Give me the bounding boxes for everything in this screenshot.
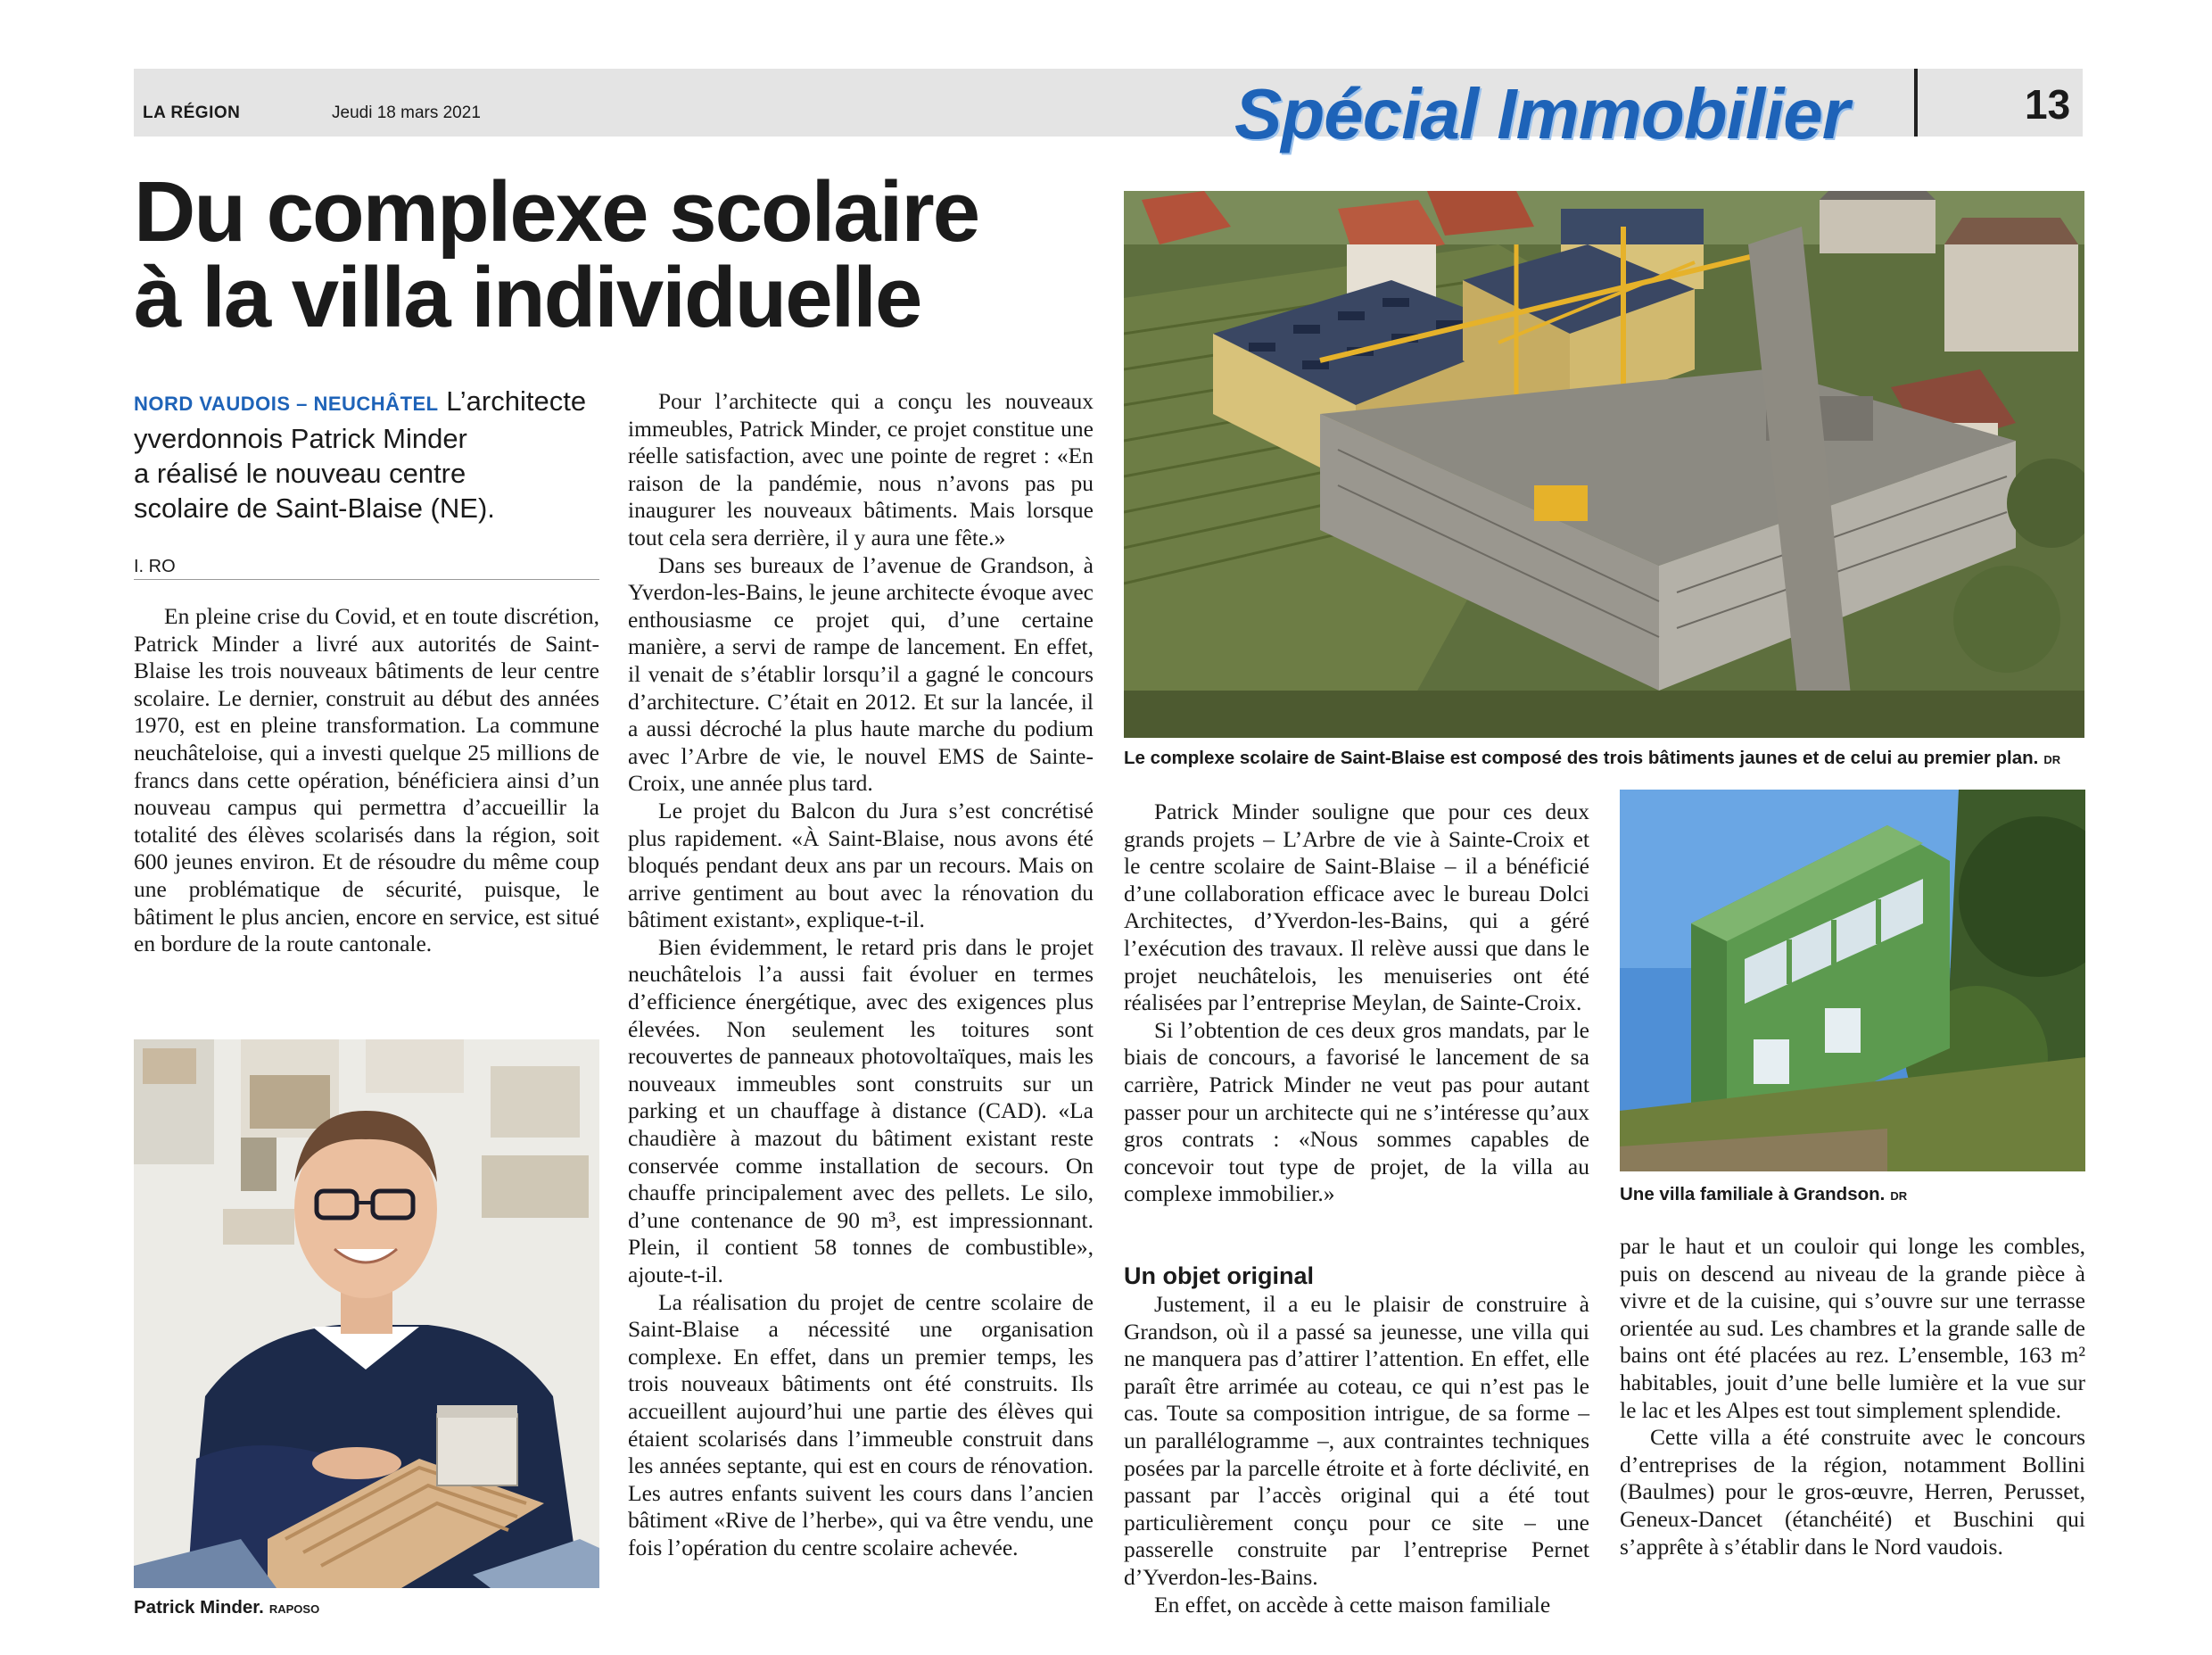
body-column-3-bottom: [1124, 1261, 1589, 1618]
page-number: 13: [2025, 81, 2071, 128]
villa-photo-caption: [1620, 1184, 1907, 1205]
photo-credit: DR: [2043, 753, 2061, 766]
intro-line-1: L’architecte: [446, 385, 587, 417]
paragraph: Dans ses bureaux de l’avenue de Grandson, à Yverdon-les-Bains, le jeune architecte évoque avec enthousiasme ce projet qui, d’une certaine manière, a servi de rampe de lancement. En effet, il venait de s’établir lorsqu’il a gagné le concours d’architecture. C’était en 2012. Et sur la lancée, il a aussi décroché la plus haute marche du podium avec l’Arbre de vie, le nouvel EMS de Sainte-Croix, une année plus tard.: [628, 551, 1094, 797]
headline-line-2: à la villa individuelle: [134, 250, 921, 345]
paragraph: par le haut et un couloir qui longe les combles, puis on descend au niveau de la grande pièce à vivre et de la cuisine, qui s’ouvre sur une terrasse orientée au sud. Les chambres et la grande salle de bains ont été placées au rez. L’ensemble, 163 m² habitables, jouit d’une belle lumière et la vue sur le lac et les Alpes est tout simplement splendide.: [1620, 1233, 2085, 1423]
paragraph: Pour l’architecte qui a conçu les nouveaux immeubles, Patrick Minder, ce projet constitue une réelle satisfaction, avec une pointe de regret : «En raison de la pandémie, nous n’avons pas pu inaugurer les nouveaux bâtiments. Mais lorsque tout cela sera derrière, il y aura une fête.»: [628, 388, 1094, 550]
body-column-3-top: [1124, 799, 1589, 1208]
paragraph: Bien évidemment, le retard pris dans le projet neuchâtelois l’a aussi fait évoluer en termes d’efficience énergétique, avec des exigences plus élevées. Non seulement les toitures sont recouvertes de panneaux photovoltaïques, mais les nouveaux immeubles sont construits sur un parking et un chauffage à distance (CAD). «La chaudière à mazout du bâtiment existant reste conservée comme installation de secours. On chauffe principalement avec des pellets. Le silo, d’une contenance de 90 m³, est impressionnant. Plein, il contient 58 tonnes de combustible», ajoute-t-il.: [628, 933, 1094, 1287]
headline: [134, 164, 1168, 345]
paragraph: La réalisation du projet de centre scolaire de Saint-Blaise a nécessité une organisation complexe. En effet, dans un premier temps, les trois nouveaux bâtiments ont été construits. Ils accueillent aujourd’hui une partie des élèves qui étaient scolarisés dans l’immeuble construit dans les années septante, qui est en cours de rénovation. Les autres enfants suivent les cours dans l’ancien bâtiment «Rive de l’herbe», qui va être vendu, une fois l’opération du centre scolaire achevée.: [628, 1288, 1094, 1560]
caption-text: Une villa familiale à Grandson.: [1620, 1184, 1886, 1204]
villa-photo: [1620, 790, 2085, 1171]
issue-date: Jeudi 18 mars 2021: [332, 103, 481, 122]
intro-line-3: a réalisé le nouveau centre: [134, 458, 466, 489]
byline-rule: [134, 579, 599, 580]
intro-line-2: yverdonnois Patrick Minder: [134, 423, 467, 454]
publication-name: LA RÉGION: [143, 103, 241, 122]
kicker: NORD VAUDOIS – NEUCHÂTEL: [134, 393, 439, 415]
paragraph: Justement, il a eu le plaisir de construire à Grandson, où il a passé sa jeunesse, une villa qui ne manquera pas d’attirer l’attention. En effet, elle paraît être arrimée au coteau, ce qui n’est pas le cas. Toute sa composition intrigue, de sa forme – un parallélogramme –, aux contraintes techniques posées par la parcelle étroite et à forte déclivité, en passant par l’accès original qui a été tout particulièrement conçu pour ce site – une passerelle construite par l’entreprise Pernet d’Yverdon-les-Bains.: [1124, 1291, 1589, 1590]
intro-line-4: scolaire de Saint-Blaise (NE).: [134, 492, 495, 524]
architect-photo: [134, 1039, 599, 1588]
paragraph: Le projet du Balcon du Jura s’est concrétisé plus rapidement. «À Saint-Blaise, nous avons été bloqués pendant deux ans par un recours. Mais on arrive gentiment au bout avec la rénovation du bâtiment existant», explique-t-il.: [628, 797, 1094, 933]
paragraph: Si l’obtention de ces deux gros mandats, par le biais de concours, a favorisé le lancement de sa carrière, Patrick Minder ne veut pas pour autant passer pour un architecte qui ne s’intéresse qu’aux gros contrats : «Nous sommes capables de concevoir tout type de projet, de la villa au complexe immobilier.»: [1124, 1016, 1589, 1207]
body-column-1: [134, 603, 599, 958]
subheading: Un objet original: [1124, 1262, 1314, 1289]
byline: I. RO: [134, 557, 176, 576]
caption-text: Patrick Minder.: [134, 1597, 264, 1618]
paragraph: En pleine crise du Covid, et en toute discrétion, Patrick Minder a livré aux autorités de Saint-Blaise les trois nouveaux bâtiments de leur centre scolaire. Le dernier, construit au début des années 1970, est en pleine transformation. La commune neuchâteloise, qui a investi quelque 25 millions de francs dans cette opération, bénéficiera ainsi d’un nouveau campus qui permettra d’accueillir la totalité des élèves scolarisés dans la région, soit 600 jeunes environ. Et de résoudre du même coup une problématique de sécurité, puisque, le bâtiment le plus ancien, encore en service, est situé en bordure de la route cantonale.: [134, 603, 599, 957]
header-divider: [1914, 69, 1918, 137]
headline-line-1: Du complexe scolaire: [134, 164, 979, 260]
intro-lead: [134, 384, 598, 525]
school-photo-caption: [1124, 748, 2060, 769]
section-title: Spécial Immobilier: [1234, 74, 1849, 153]
body-column-4-bottom: [1620, 1233, 2085, 1560]
photo-credit: RAPOSO: [268, 1602, 320, 1616]
paragraph: En effet, on accède à cette maison familiale: [1154, 1591, 1551, 1618]
school-aerial-photo: [1124, 191, 2084, 738]
photo-credit: DR: [1890, 1189, 1908, 1203]
paragraph: Patrick Minder souligne que pour ces deux grands projets – L’Arbre de vie à Sainte-Croix et le centre scolaire de Saint-Blaise – il a bénéficié d’une collaboration efficace avec le bureau Dolci Architectes, d’Yverdon-les-Bains, qui a géré l’exécution des travaux. Il relève aussi que dans le projet neuchâtelois, les menuiseries ont été réalisées par l’entreprise Meylan, de Sainte-Croix.: [1124, 799, 1589, 1016]
caption-text: Le complexe scolaire de Saint-Blaise est composé des trois bâtiments jaunes et de celui au premier plan.: [1124, 748, 2039, 768]
architect-photo-caption: [134, 1597, 319, 1618]
body-column-2: [628, 388, 1094, 1562]
paragraph: Cette villa a été construite avec le concours d’entreprises de la région, notamment Bollini (Baulmes) pour le gros-œuvre, Herren, Perusset, Geneux-Dancet (étanchéité) et Buschini qui s’apprête à s’établir dans le Nord vaudois.: [1620, 1424, 2085, 1560]
